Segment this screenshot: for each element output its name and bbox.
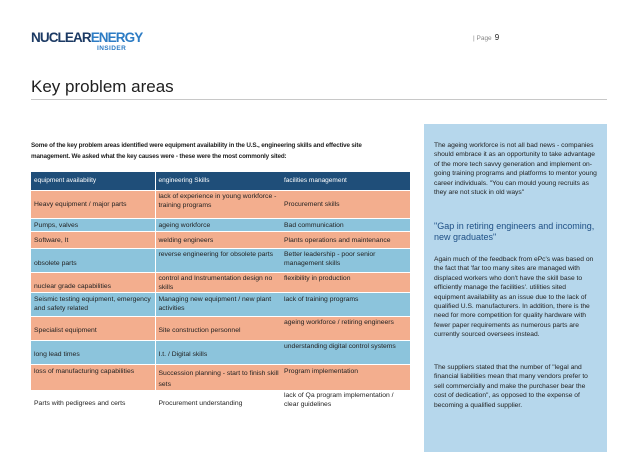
table-row	[31, 273, 410, 293]
logo-wordmark	[31, 31, 142, 45]
table-cell: nuclear grade capabilities	[31, 273, 155, 293]
table-cell: lack of experience in young workforce - training programs	[155, 191, 281, 219]
header-engineering-skills: engineering Skills	[155, 172, 281, 191]
table-row	[31, 232, 410, 249]
page-indicator	[473, 33, 499, 44]
logo-subtitle: INSIDER	[97, 45, 127, 52]
problem-areas-table	[31, 172, 411, 417]
table-cell: ageing workforce	[155, 219, 281, 232]
title-divider	[31, 99, 607, 100]
table-row	[31, 365, 410, 391]
page-number: 9	[494, 33, 500, 42]
table-cell: control and Instrumentation design no skills	[155, 273, 281, 293]
table-cell: Parts with pedigrees and certs	[31, 391, 155, 417]
table-cell: Bad communication	[281, 219, 410, 232]
header-equipment-availability: equipment availability	[31, 172, 155, 191]
table-cell: welding engineers	[155, 232, 281, 249]
table-cell: loss of manufacturing capabilities	[31, 365, 155, 391]
logo-part-nuclear: NUCLEAR	[31, 30, 91, 45]
sidebar-panel	[424, 124, 607, 452]
table-cell: I.t. / Digital skills	[155, 341, 281, 365]
sidebar-pull-quote: "Gap in retiring engineers and incoming, new graduates"	[434, 221, 595, 242]
table-cell: Heavy equipment / major parts	[31, 191, 155, 219]
sidebar-paragraph: Again much of the feedback from ePc's was based on the fact that 'far too many sites are managed with displaced workers who don't have the skill base to efficiently manage the facilities'. utilities sited equipment availability as an issue due to the lack of qualified U.S. manufacturers. In addition, there is the need for more competition for quality hardware with fewer paper requirements as numerous parts are currently sourced oversees instead.	[434, 256, 594, 339]
logo-part-energy: ENERGY	[90, 30, 143, 45]
page-label: | Page	[473, 35, 492, 42]
table-cell: lack of training programs	[281, 293, 410, 317]
table-cell: Procurement understanding	[155, 391, 281, 417]
table-cell: reverse engineering for obsolete parts	[155, 249, 281, 273]
table-row	[31, 317, 410, 341]
table-cell: flexibility in production	[281, 273, 410, 293]
table-cell: lack of Qa program implementation / clear guidelines	[281, 391, 410, 417]
table-cell: Software, It	[31, 232, 155, 249]
table-cell: Better leadership - poor senior management skills	[281, 249, 410, 273]
table-cell: long lead times	[31, 341, 155, 365]
table-header-row	[31, 172, 410, 191]
table-cell: obsolete parts	[31, 249, 155, 273]
table-cell: understanding digital control systems	[281, 341, 410, 365]
header-facilities-management: facilities management	[281, 172, 410, 191]
sidebar-paragraph: The ageing workforce is not all bad news - companies should embrace it as an opportunity to take advantage of the more tech savvy generation and implement on-going training programs and platforms to mentor young career individuals. "You can mould young recruits as they are not stuck in old ways"	[434, 142, 597, 197]
table-cell: Managing new equipment / new plant activities	[155, 293, 281, 317]
table-cell: Specialist equipment	[31, 317, 155, 341]
table-cell: ageing workforce / retiring engineers	[281, 317, 410, 341]
table-cell: Seismic testing equipment, emergency and safety related	[31, 293, 155, 317]
table-cell: Site construction personnel	[155, 317, 281, 341]
table-cell: Plants operations and maintenance	[281, 232, 410, 249]
table-cell: Pumps, valves	[31, 219, 155, 232]
table-row	[31, 249, 410, 273]
page-title: Key problem areas	[31, 77, 174, 96]
sidebar-paragraph: The suppliers stated that the number of "legal and financial liabilities mean that many vendors prefer to sell commercially and make the purchaser bear the cost of dedication", as opposed to the expense of becoming a qualified supplier.	[434, 364, 588, 409]
table-row	[31, 341, 410, 365]
table-cell: Program implementation	[281, 365, 410, 391]
table-row	[31, 191, 410, 219]
table-cell: Procurement skills	[281, 191, 410, 219]
table-row	[31, 293, 410, 317]
table-row	[31, 219, 410, 232]
table-row	[31, 391, 410, 417]
table-cell: Succession planning - start to finish skill sets	[155, 365, 281, 391]
logo	[31, 31, 141, 55]
intro-text: Some of the key problem areas identified were equipment availability in the U.S., engineering skills and effective site management. We asked what the key causes were - these were the most commonly sited:	[31, 142, 362, 160]
